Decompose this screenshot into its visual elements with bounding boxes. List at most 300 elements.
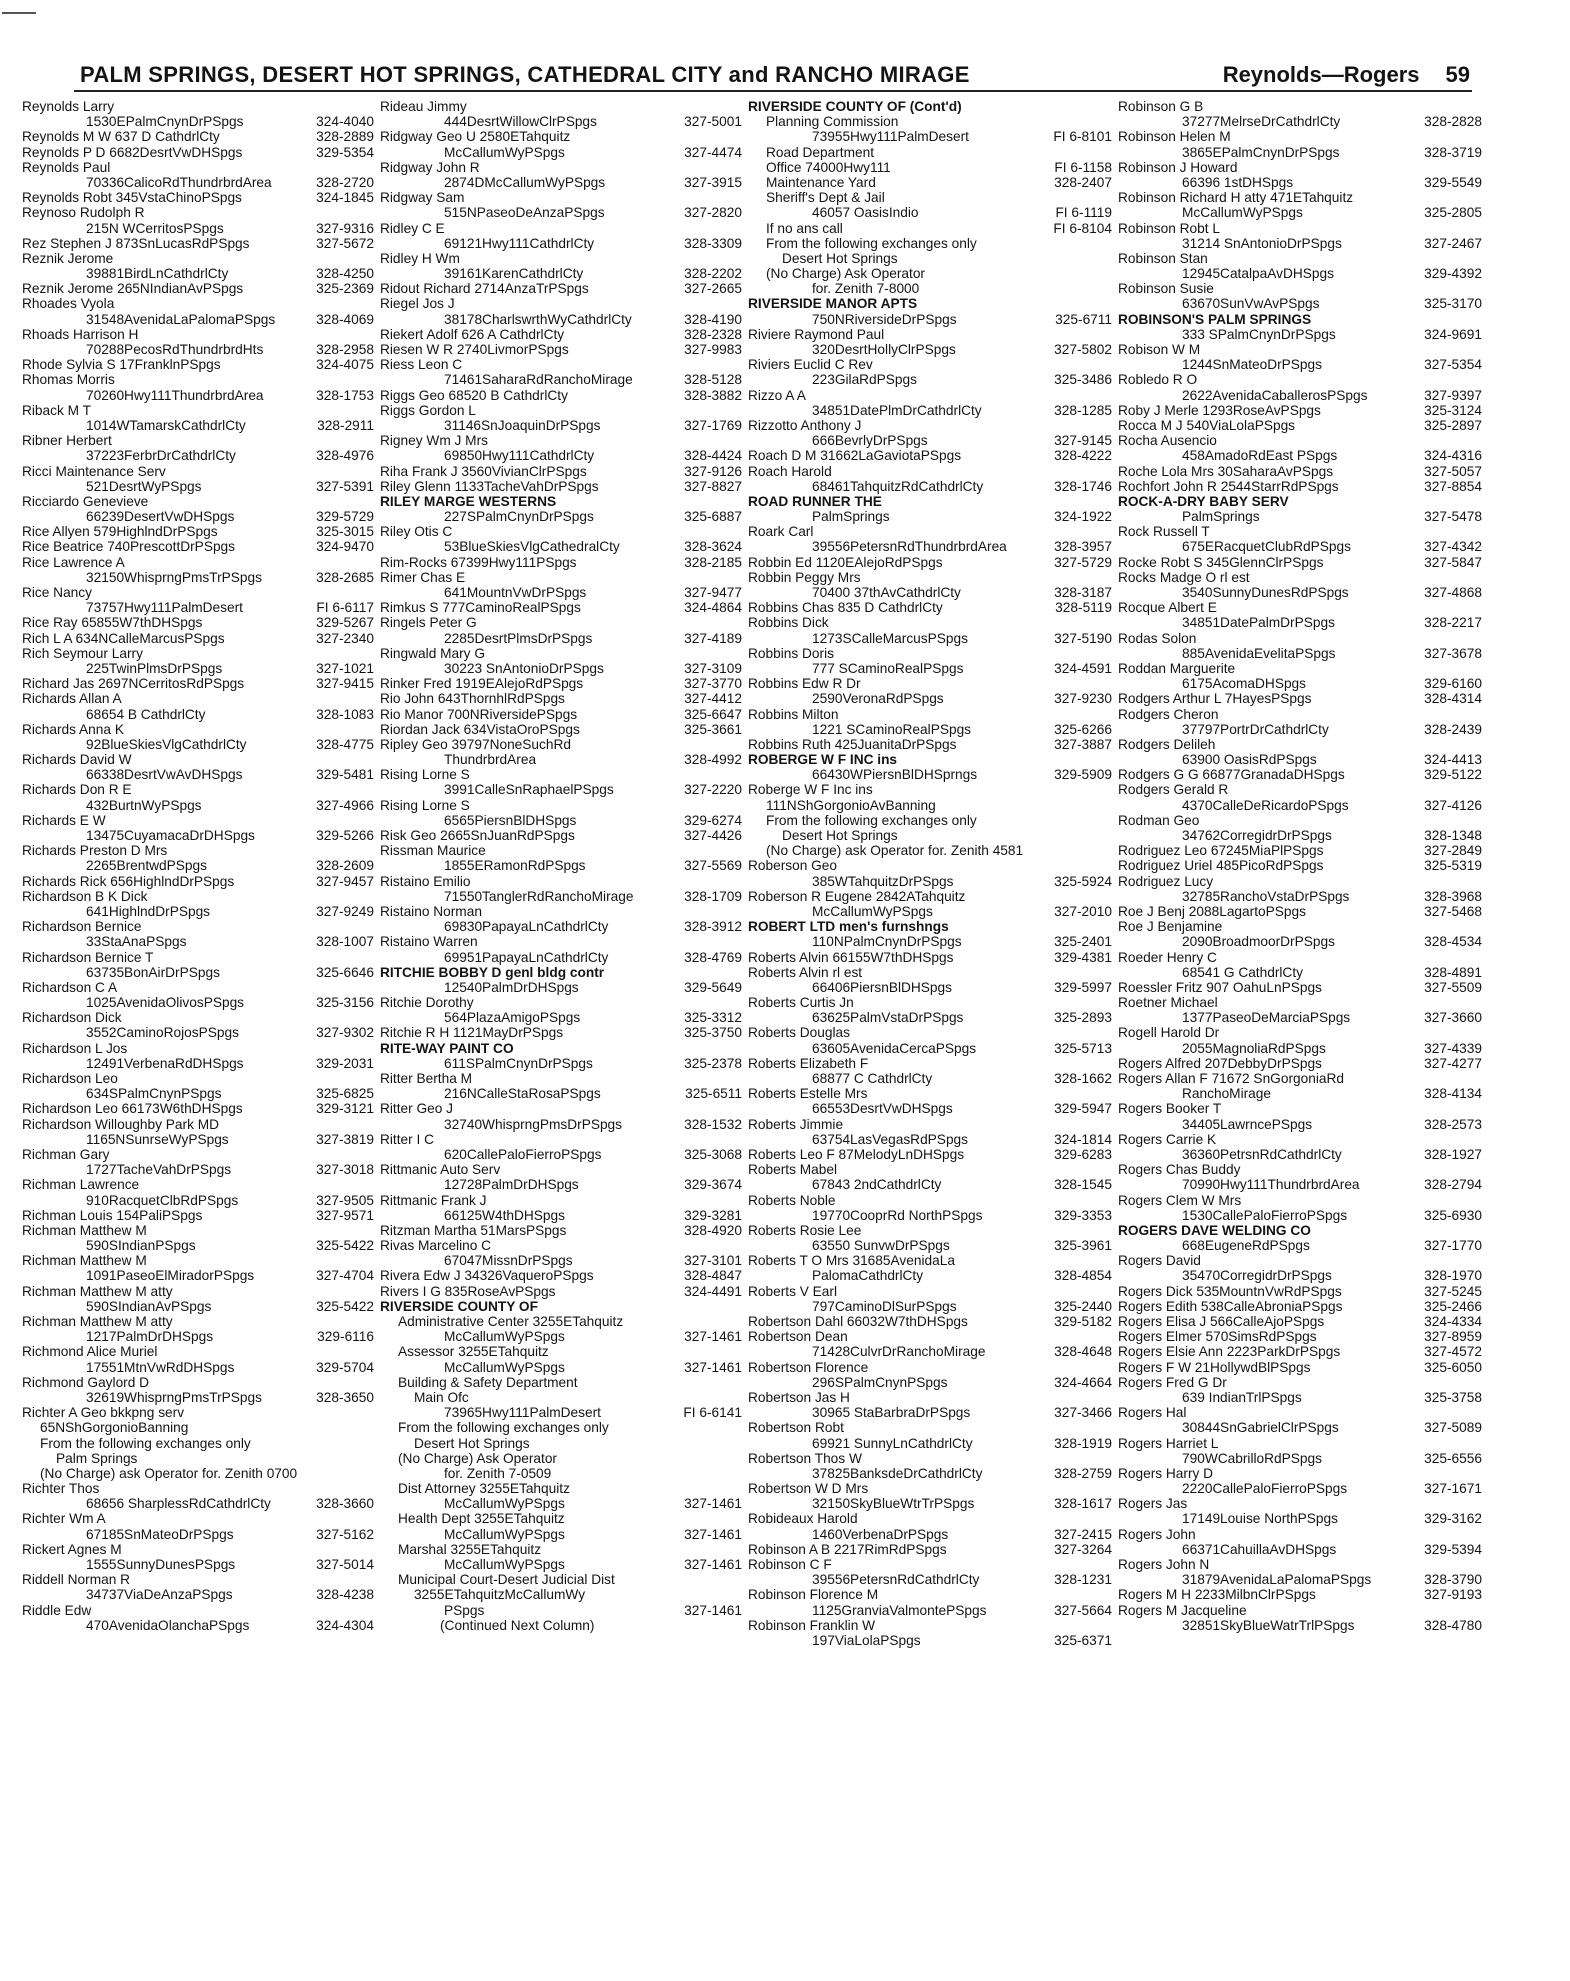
listing-text: Roche Lola Mrs 30SaharaAvPSpgs [1118, 463, 1334, 479]
listing-text: Roddan Marguerite [1118, 660, 1236, 676]
listing-phone: 329-5947 [1054, 1101, 1112, 1117]
listing-entry [380, 1496, 748, 1511]
listing-text: RanchoMirage [1182, 1086, 1272, 1102]
listing-entry [748, 676, 1118, 691]
listing-phone: 329-3162 [1424, 1511, 1482, 1527]
listing-entry [1118, 236, 1488, 251]
directory-column-2 [380, 99, 748, 1633]
listing-text: Richards Preston D Mrs [22, 843, 168, 859]
listing-text: Ristaino Warren [380, 934, 478, 950]
listing-text: PalmSprings [812, 509, 890, 525]
listing-phone: 327-5162 [316, 1526, 374, 1542]
listing-entry [380, 1466, 748, 1481]
listing-entry [748, 1268, 1118, 1283]
listing-phone: 327-4277 [1424, 1055, 1482, 1071]
listing-phone: 325-3156 [316, 995, 374, 1011]
listing-entry [748, 1041, 1118, 1056]
listing-phone: 325-6050 [1424, 1359, 1482, 1375]
listing-text: RIVERSIDE MANOR APTS [748, 296, 918, 312]
listing-text: Robinson A B 2217RimRdPSpgs [748, 1541, 947, 1557]
listing-text: 34405LawrncePSpgs [1182, 1116, 1313, 1132]
listing-phone: 328-4190 [684, 311, 742, 327]
listing-entry [22, 1466, 380, 1481]
listing-phone: 325-5422 [316, 1238, 374, 1254]
listing-entry [380, 1132, 748, 1147]
listing-text: 777 SCaminoRealPSpgs [812, 660, 964, 676]
listing-entry [22, 509, 380, 524]
listing-phone: 328-4222 [1054, 448, 1112, 464]
listing-phone: 328-2439 [1424, 721, 1482, 737]
listing-entry [748, 221, 1118, 236]
listing-phone: 329-5649 [684, 979, 742, 995]
listing-phone: 328-4424 [684, 448, 742, 464]
listing-entry [380, 1162, 748, 1177]
listing-text: Main Ofc [414, 1389, 469, 1405]
listing-text: 33StaAnaPSpgs [86, 934, 187, 950]
listing-phone: 327-5569 [684, 858, 742, 874]
listing-text: Reynolds Paul [22, 159, 111, 175]
listing-text: Richardson C A [22, 979, 118, 995]
listing-text: Dist Attorney 3255ETahquitz [398, 1481, 570, 1497]
listing-phone: 325-5713 [1054, 1040, 1112, 1056]
listing-entry [22, 646, 380, 661]
listing-text: Rising Lorne S [380, 797, 470, 813]
listing-phone: 324-1922 [1054, 509, 1112, 525]
listing-text: 31146SnJoaquinDrPSpgs [444, 417, 601, 433]
listing-entry [380, 1329, 748, 1344]
listing-entry [748, 1451, 1118, 1466]
listing-text: Roberts Alvin 66155W7thDHSpgs [748, 949, 954, 965]
listing-text: Robbins Ruth 425JuanitaDrPSpgs [748, 736, 957, 752]
listing-entry [22, 479, 380, 494]
listing-entry [22, 433, 380, 448]
listing-text: 2622AvenidaCaballerosPSpgs [1182, 387, 1368, 403]
listing-phone: 325-3124 [1424, 402, 1482, 418]
listing-text: Rhoads Harrison H [22, 326, 139, 342]
listing-entry [1118, 1147, 1488, 1162]
listing-text: 31548AvenidaLaPalomaPSpgs [86, 311, 276, 327]
listing-entry [1118, 676, 1488, 691]
listing-text: Robideaux Harold [748, 1511, 858, 1527]
listing-entry [380, 843, 748, 858]
listing-text: Riddell Norman R [22, 1572, 131, 1588]
listing-text: 66406PiersnBlDHSpgs [812, 979, 952, 995]
listing-entry [380, 676, 748, 691]
listing-entry [748, 1603, 1118, 1618]
listing-entry [380, 1587, 748, 1602]
listing-text: for. Zenith 7-8000 [812, 281, 920, 297]
listing-entry [1118, 312, 1488, 327]
listing-phone: 328-2759 [1054, 1465, 1112, 1481]
listing-text: Reznik Jerome [22, 250, 114, 266]
page-number: 59 [1445, 62, 1470, 87]
listing-phone: 327-9145 [1054, 433, 1112, 449]
listing-entry [1118, 175, 1488, 190]
listing-entry [22, 1481, 380, 1496]
listing-entry [1118, 919, 1488, 934]
listing-text: Roark Carl [748, 524, 814, 540]
listing-text: 71550TanglerRdRanchoMirage [444, 888, 634, 904]
listing-text: 46057 OasisIndio [812, 205, 919, 221]
listing-text: Robertson Robt [748, 1420, 844, 1436]
listing-entry [748, 661, 1118, 676]
listing-phone: 329-5266 [316, 828, 374, 843]
listing-text: 910RacquetClbRdPSpgs [86, 1192, 239, 1208]
listing-text: Building & Safety Department [398, 1374, 578, 1390]
listing-text: 790WCabrilloRdPSpgs [1182, 1450, 1322, 1466]
listing-text: 197ViaLolaPSpgs [812, 1632, 921, 1648]
listing-entry [748, 1329, 1118, 1344]
listing-text: 32851SkyBlueWatrTrlPSpgs [1182, 1617, 1355, 1633]
listing-entry [22, 1344, 380, 1359]
listing-text: Rio Manor 700NRiversidePSpgs [380, 706, 578, 722]
listing-entry [380, 312, 748, 327]
listing-phone: 327-3915 [684, 174, 742, 190]
listing-text: Robbins Edw R Dr [748, 676, 861, 692]
listing-entry [22, 145, 380, 160]
listing-entry [748, 798, 1118, 813]
listing-text: Rizzo A A [748, 387, 806, 403]
listing-entry [748, 752, 1118, 767]
listing-text: Rich L A 634NCalleMarcusPSpgs [22, 630, 225, 646]
listing-entry [22, 388, 380, 403]
listing-entry [380, 114, 748, 129]
listing-text: Roberts Mabel [748, 1162, 838, 1178]
listing-entry [380, 1542, 748, 1557]
listing-entry [22, 129, 380, 144]
listing-entry [1118, 570, 1488, 585]
listing-text: 2590VeronaRdPSpgs [812, 691, 944, 707]
listing-text: 34737ViaDeAnzaPSpgs [86, 1587, 233, 1603]
listing-phone: 327-5847 [1424, 554, 1482, 570]
listing-text: 564PlazaAmigoPSpgs [444, 1010, 581, 1026]
listing-text: Rochfort John R 2544StarrRdPSpgs [1118, 478, 1339, 494]
listing-text: Richman Gary [22, 1146, 110, 1162]
listing-text: PSpgs [444, 1602, 485, 1618]
listing-entry [1118, 342, 1488, 357]
listing-text: 611SPalmCnynDrPSpgs [444, 1055, 593, 1071]
listing-text: 1727TacheVahDrPSpgs [86, 1162, 232, 1178]
listing-entry [748, 919, 1118, 934]
listing-entry [22, 281, 380, 296]
listing-text: 65NShGorgonioBanning [40, 1420, 189, 1436]
listing-text: 39881BirdLnCathdrlCty [86, 266, 229, 282]
listing-text: 2285DesrtPlmsDrPSpgs [444, 630, 593, 646]
listing-entry [380, 1375, 748, 1390]
listing-entry [380, 1086, 748, 1101]
listing-phone: 327-9983 [684, 342, 742, 357]
listing-entry [748, 646, 1118, 661]
listing-text: 63605AvenidaCercaPSpgs [812, 1040, 977, 1056]
listing-entry [22, 722, 380, 737]
listing-phone: FI 6-8104 [1053, 220, 1112, 236]
listing-entry [1118, 1299, 1488, 1314]
listing-phone: 327-4966 [316, 797, 374, 813]
listing-entry [748, 312, 1118, 327]
listing-text: PalomaCathdrlCty [812, 1268, 924, 1284]
listing-entry [380, 585, 748, 600]
listing-text: 110NPalmCnynDrPSpgs [812, 934, 962, 950]
listing-entry [1118, 1177, 1488, 1192]
listing-entry [748, 691, 1118, 706]
listing-phone: FI 6-1158 [1054, 159, 1112, 175]
listing-entry [748, 874, 1118, 889]
listing-text: Richardson Bernice [22, 919, 142, 935]
listing-entry [748, 1633, 1118, 1648]
listing-text: 590SIndianPSpgs [86, 1238, 196, 1254]
listing-entry [748, 281, 1118, 296]
listing-text: 432BurtnWyPSpgs [86, 797, 202, 813]
listing-entry [22, 889, 380, 904]
listing-entry [1118, 1025, 1488, 1040]
listing-text: 67843 2ndCathdrlCty [812, 1177, 942, 1193]
listing-text: Administrative Center 3255ETahquitz [398, 1314, 624, 1329]
listing-phone: 328-2185 [684, 554, 742, 570]
listing-entry [22, 1299, 380, 1314]
listing-entry [1118, 615, 1488, 630]
listing-entry [22, 1162, 380, 1177]
listing-text: Rice Ray 65855W7thDHSpgs [22, 615, 203, 631]
listing-text: 750NRiversideDrPSpgs [812, 311, 957, 327]
listing-text: 66430WPiersnBlDHSprngs [812, 767, 978, 783]
listing-entry [22, 357, 380, 372]
listing-entry [1118, 509, 1488, 524]
listing-entry [748, 479, 1118, 494]
listing-text: 34851DatePalmDrPSpgs [1182, 615, 1335, 631]
listing-text: 31214 SnAntonioDrPSpgs [1182, 235, 1342, 251]
listing-entry [380, 904, 748, 919]
listing-text: 34851DatePlmDrCathdrlCty [812, 402, 982, 418]
listing-phone: 328-2828 [1424, 114, 1482, 130]
listing-text: McCallumWyPSpgs [444, 1359, 565, 1375]
listing-entry [380, 296, 748, 311]
listing-entry [22, 631, 380, 646]
listing-entry [1118, 1587, 1488, 1602]
listing-phone: FI 6-6117 [316, 600, 374, 616]
listing-text: 39556PetersnRdThundrbrdArea [812, 539, 1007, 555]
listing-entry [22, 782, 380, 797]
listing-phone: 325-5924 [1054, 873, 1112, 889]
listing-entry [748, 934, 1118, 949]
listing-entry [1118, 1086, 1488, 1101]
listing-phone: 328-4238 [316, 1587, 374, 1603]
listing-entry [1118, 767, 1488, 782]
listing-text: 63735BonAirDrPSpgs [86, 964, 220, 980]
listing-phone: 327-2820 [684, 205, 742, 221]
listing-entry [748, 722, 1118, 737]
listing-phone: 329-5267 [316, 615, 374, 631]
listing-entry [748, 889, 1118, 904]
listing-phone: 328-4854 [1054, 1268, 1112, 1284]
listing-entry [22, 874, 380, 889]
listing-entry [22, 1542, 380, 1557]
listing-phone: 327-4572 [1424, 1344, 1482, 1360]
listing-entry [380, 372, 748, 387]
listing-entry [380, 129, 748, 144]
listing-text: 668EugeneRdPSpgs [1182, 1238, 1310, 1254]
listing-phone: 329-5997 [1054, 979, 1112, 995]
listing-entry [22, 934, 380, 949]
listing-text: Riviere Raymond Paul [748, 326, 885, 342]
listing-entry [380, 965, 748, 980]
listing-text: Riley Glenn 1133TacheVahDrPSpgs [380, 478, 599, 494]
listing-text: 1530CallePaloFierroPSpgs [1182, 1207, 1348, 1223]
listing-phone: 325-2897 [1424, 417, 1482, 433]
listing-text: 63900 OasisRdPSpgs [1182, 752, 1317, 768]
listing-phone: 328-4976 [316, 448, 374, 464]
listing-text: Rice Beatrice 740PrescottDrPSpgs [22, 539, 236, 555]
listing-phone: 327-4342 [1424, 539, 1482, 555]
listing-entry [1118, 980, 1488, 995]
listing-text: 521DesrtWyPSpgs [86, 478, 202, 494]
listing-entry [1118, 904, 1488, 919]
listing-phone: 325-2401 [1054, 934, 1112, 950]
listing-entry [380, 631, 748, 646]
listing-text: Rogers Alfred 207DebbyDrPSpgs [1118, 1055, 1322, 1071]
listing-text: RITCHIE BOBBY D genl bldg contr [380, 964, 605, 980]
listing-text: Rittmanic Frank J [380, 1192, 487, 1208]
listing-entry [22, 843, 380, 858]
listing-text: 634SPalmCnynPSpgs [86, 1086, 222, 1102]
listing-entry [748, 1390, 1118, 1405]
listing-text: Roberts Leo F 87MelodyLnDHSpgs [748, 1146, 965, 1162]
listing-phone: 328-2217 [1424, 615, 1482, 631]
listing-phone: 329-3674 [684, 1177, 742, 1193]
listing-text: Richardson Dick [22, 1010, 122, 1026]
listing-entry [380, 145, 748, 160]
listing-text: 885AvenidaEvelitaPSpgs [1182, 645, 1336, 661]
listing-entry [748, 1253, 1118, 1268]
scan-mark [0, 0, 60, 4]
listing-phone: 328-4069 [316, 311, 374, 327]
listing-text: From the following exchanges only [398, 1420, 609, 1436]
listing-entry [22, 403, 380, 418]
listing-entry [748, 1496, 1118, 1511]
listing-text: Richards Rick 656HighlndDrPSpgs [22, 873, 235, 889]
listing-entry [1118, 494, 1488, 509]
listing-entry [22, 661, 380, 676]
listing-phone: 328-3882 [684, 387, 742, 403]
listing-phone: 327-4189 [684, 630, 742, 646]
listing-phone: 327-1769 [684, 417, 742, 433]
listing-phone: 327-2415 [1054, 1526, 1112, 1542]
listing-entry [748, 372, 1118, 387]
listing-entry [1118, 950, 1488, 965]
listing-entry [1118, 782, 1488, 797]
listing-entry [748, 266, 1118, 281]
listing-entry [748, 1025, 1118, 1040]
listing-text: 320DesrtHollyClrPSpgs [812, 342, 956, 357]
listing-phone: 324-4316 [1424, 448, 1482, 464]
listing-text: Reznik Jerome 265NIndianAvPSpgs [22, 281, 244, 297]
listing-entry [748, 388, 1118, 403]
listing-entry [380, 1010, 748, 1025]
listing-text: 4370CalleDeRicardoPSpgs [1182, 797, 1349, 813]
listing-text: Richards Anna K [22, 721, 124, 737]
listing-phone: 324-4040 [316, 114, 374, 130]
listing-entry [22, 1086, 380, 1101]
listing-text: Rim-Rocks 67399Hwy111PSpgs [380, 554, 577, 570]
listing-phone: 327-3770 [684, 676, 742, 692]
listing-text: Robbins Doris [748, 645, 834, 661]
listing-text: McCallumWyPSpgs [1182, 205, 1303, 221]
listing-text: Roberts Alvin rl est [748, 964, 863, 980]
listing-text: Roessler Fritz 907 OahuLnPSpgs [1118, 979, 1322, 995]
listing-phone: 325-6511 [685, 1086, 742, 1102]
listing-text: 1125GranviaValmontePSpgs [812, 1602, 987, 1618]
listing-entry [748, 1101, 1118, 1116]
listing-phone: 327-5729 [1054, 554, 1112, 570]
listing-text: Rogers John N [1118, 1557, 1210, 1572]
listing-text: Richman Matthew M [22, 1253, 147, 1269]
listing-text: 1460VerbenaDrPSpgs [812, 1526, 949, 1542]
listing-text: Ristaino Norman [380, 903, 482, 919]
listing-phone: 327-1461 [684, 1526, 742, 1542]
listing-text: Rodas Solon [1118, 630, 1197, 646]
listing-phone: 329-5354 [316, 144, 374, 160]
listing-entry [1118, 995, 1488, 1010]
listing-entry [748, 843, 1118, 858]
listing-phone: 329-5909 [1054, 767, 1112, 783]
listing-entry [1118, 1162, 1488, 1177]
listing-text: Rocha Ausencio [1118, 433, 1217, 449]
listing-entry [22, 1041, 380, 1056]
listing-entry [1118, 1466, 1488, 1481]
listing-text: Ricci Maintenance Serv [22, 463, 166, 479]
listing-entry [1118, 372, 1488, 387]
listing-entry [380, 236, 748, 251]
listing-text: 30223 SnAntonioDrPSpgs [444, 660, 604, 676]
listing-text: Roberts Rosie Lee [748, 1222, 862, 1238]
listing-entry [1118, 1253, 1488, 1268]
listing-entry [22, 1390, 380, 1405]
listing-entry [22, 342, 380, 357]
listing-entry [22, 919, 380, 934]
listing-entry [380, 1527, 748, 1542]
listing-text: ThundrbrdArea [444, 752, 537, 768]
listing-phone: 327-5509 [1424, 979, 1482, 995]
listing-text: 71428CulvrDrRanchoMirage [812, 1344, 986, 1360]
listing-text: Robbins Chas 835 D CathdrlCty [748, 600, 943, 616]
listing-phone: 325-3661 [684, 721, 742, 737]
listing-text: Roberson Geo [748, 858, 838, 874]
listing-phone: 325-5319 [1424, 858, 1482, 874]
listing-text: 66396 1stDHSpgs [1182, 174, 1294, 190]
listing-phone: 327-4339 [1424, 1040, 1482, 1056]
listing-entry [1118, 357, 1488, 372]
listing-phone: 327-5354 [1424, 357, 1482, 373]
listing-entry [380, 1223, 748, 1238]
listing-entry [748, 1557, 1118, 1572]
listing-entry [22, 372, 380, 387]
listing-text: Roberson R Eugene 2842ATahquitz [748, 888, 966, 904]
listing-text: Risk Geo 2665SnJuanRdPSpgs [380, 828, 575, 843]
listing-entry [22, 798, 380, 813]
listing-text: Ridgway John R [380, 159, 480, 175]
listing-entry [1118, 722, 1488, 737]
listing-phone: 328-1927 [1424, 1146, 1482, 1162]
listing-entry [1118, 1117, 1488, 1132]
listing-phone: 324-4413 [1424, 752, 1482, 768]
listing-text: Robertson Florence [748, 1359, 869, 1375]
listing-text: 53BlueSkiesVlgCathedralCty [444, 539, 620, 555]
listing-text: 70400 37thAvCathdrlCty [812, 585, 961, 600]
listing-text: 69850Hwy111CathdrlCty [444, 448, 595, 464]
listing-phone: 328-2328 [684, 326, 742, 342]
listing-entry [1118, 1071, 1488, 1086]
listing-phone: 328-4134 [1424, 1086, 1482, 1102]
listing-text: Robinson J Howard [1118, 159, 1238, 175]
